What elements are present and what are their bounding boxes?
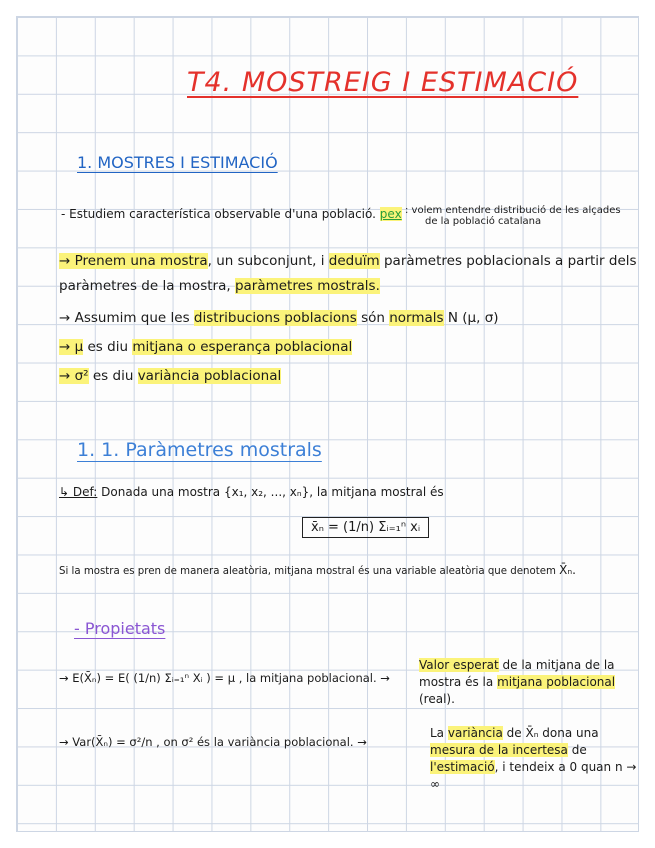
exp-note-t2: mostra és la — [419, 675, 494, 689]
hl-distribucions: distribucions poblacions — [193, 310, 357, 326]
formula-rhs: = (1/n) Σᵢ₌₁ⁿ xᵢ — [328, 520, 421, 535]
pex-note — [405, 205, 621, 227]
hl-sigma: → σ² — [59, 368, 89, 384]
hl-variancia: variància — [447, 726, 503, 740]
hl-variancia-pob: variància poblacional — [137, 368, 282, 384]
section-heading-1: 1. MOSTRES I ESTIMACIÓ — [77, 153, 278, 172]
hl-prenem: → Prenem una mostra — [59, 253, 208, 269]
text-subconjunt: , un subconjunt, i — [207, 253, 325, 269]
exp-note-t3: (real). — [419, 692, 455, 706]
formula-lhs: x̄ₙ — [311, 520, 324, 535]
text-son: són — [361, 310, 385, 326]
aleatoria-text: Si la mostra es pren de manera aleatòria, mitjana mostral és una variable aleatòria que denotem — [59, 566, 556, 577]
var-note-t4: , i tendeix a 0 quan — [494, 760, 612, 774]
text-assumim: → Assumim que les — [59, 310, 190, 326]
notebook-page — [16, 16, 639, 832]
hl-parametres-mostrals: paràmetres mostrals. — [234, 278, 380, 294]
text-line-mu — [59, 339, 352, 355]
variance-note — [430, 725, 640, 793]
text-line-prenem — [59, 253, 637, 269]
def-text: Donada una mostra {x₁, x₂, ..., xₙ}, la mitjana mostral és — [101, 485, 444, 499]
hl-mu: → μ — [59, 339, 84, 355]
text-parametres-mostra: paràmetres de la mostra, — [59, 278, 231, 294]
exp-note-t1: de la mitjana de la — [502, 658, 615, 672]
hl-normals: normals — [389, 310, 444, 326]
hl-mitjana-esperanca: mitjana o esperança poblacional — [132, 339, 353, 355]
hl-estimacio: l'estimació — [430, 760, 495, 774]
text-line-aleatoria — [59, 563, 576, 577]
mean-formula-box — [302, 517, 429, 538]
text-parametres-pob: paràmetres poblacionals a partir dels — [383, 253, 637, 269]
hl-mitjana-poblacional: mitjana poblacional — [497, 675, 616, 689]
expectation-note — [419, 657, 644, 708]
properties-heading: - Propietats — [74, 619, 166, 638]
var-note-t5: n → ∞ — [430, 760, 637, 791]
hl-deduim: deduïm — [328, 253, 380, 269]
text-normal-dist: N (μ, σ) — [447, 310, 499, 326]
var-note-t1: La — [430, 726, 445, 740]
expectation-formula: → E(X̄ₙ) = E( (1/n) Σᵢ₌₁ⁿ Xᵢ ) = μ , la mitjana poblacional. → — [59, 671, 390, 685]
hl-valor-esperat: Valor esperat — [419, 658, 499, 672]
var-note-t3: de — [571, 743, 587, 757]
variance-formula: → Var(X̄ₙ) = σ²/n , on σ² és la variància poblacional. → — [59, 735, 367, 749]
text-line-assumim — [59, 310, 499, 326]
text-line-sigma — [59, 368, 281, 384]
def-label: ↳ Def: — [59, 485, 98, 499]
text-sigma-es-diu: es diu — [92, 368, 134, 384]
hl-mesura-incertesa: mesura de la incertesa — [430, 743, 568, 757]
text-line-def — [59, 485, 444, 499]
estudiem-text: - Estudiem característica observable d'una població. — [61, 207, 376, 221]
pex-label: pex — [379, 207, 402, 221]
pex-note-line2: de la població catalana — [425, 216, 542, 227]
page-title: T4. MOSTREIG I ESTIMACIÓ — [187, 67, 579, 98]
section-heading-1-1: 1. 1. Paràmetres mostrals — [77, 439, 322, 461]
text-line-estudiem — [61, 207, 402, 221]
text-line-parametres — [59, 278, 380, 294]
random-variable-symbol: X̄ₙ. — [559, 563, 576, 577]
text-mu-es-diu: es diu — [87, 339, 129, 355]
pex-note-line1: : volem entendre distribució de les alçades — [405, 205, 621, 216]
var-note-t2: de X̄ₙ dona una — [506, 726, 599, 740]
